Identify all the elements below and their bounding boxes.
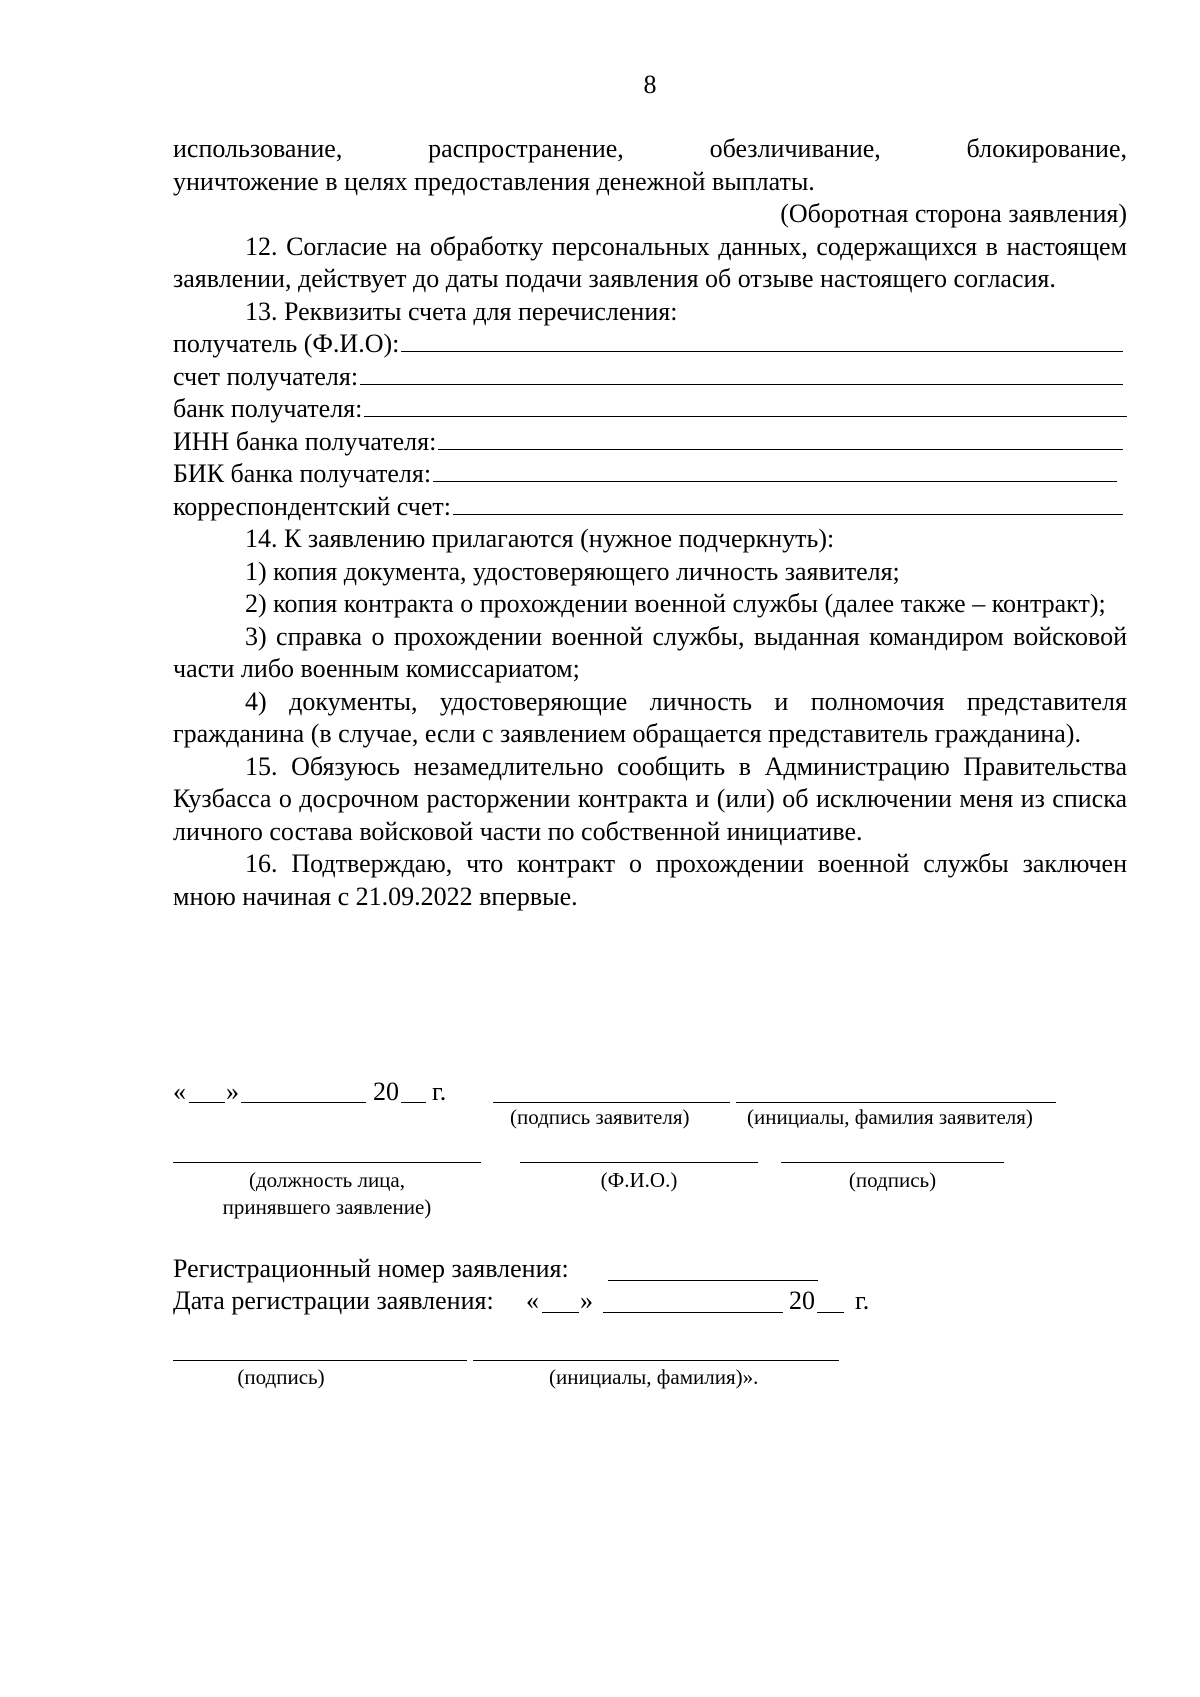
field-label: банк получателя:: [173, 394, 363, 423]
bank-inn-line[interactable]: [438, 427, 1123, 450]
applicant-name-line[interactable]: [736, 1078, 1056, 1103]
recipient-account-field[interactable]: [173, 361, 1127, 394]
attachment-2: 2) копия контракта о прохождении военной службы (далее также – контракт);: [245, 589, 1106, 618]
page-number: 8: [643, 70, 657, 99]
date-year-suffix: г.: [432, 1077, 447, 1106]
item-13-title: 13. Реквизиты счета для перечисления:: [245, 296, 678, 326]
recipient-bank-line[interactable]: [364, 394, 1127, 417]
date-quote-open: «: [173, 1077, 186, 1106]
reverse-side-note: (Оборотная сторона заявления): [780, 199, 1127, 228]
field-label: счет получателя:: [173, 361, 359, 391]
attachment-3: 3) справка о прохождении военной службы, выданная командиром войсковой части либо военным комиссариатом;: [173, 621, 1127, 683]
bank-bik-field[interactable]: [173, 458, 1127, 491]
reg-date-year-line[interactable]: [817, 1288, 844, 1313]
date-year-line[interactable]: [401, 1078, 426, 1103]
official-name-caption: (Ф.И.О.): [600, 1168, 678, 1192]
intro-line-2: уничтожение в целях предоставления денежной выплаты.: [173, 166, 815, 196]
intro-word: обезличивание,: [709, 134, 881, 163]
recipient-bank-field[interactable]: [173, 393, 1127, 426]
date-month-line[interactable]: [241, 1078, 366, 1103]
corr-account-field[interactable]: [173, 491, 1127, 524]
document-body: [173, 133, 1127, 913]
applicant-signature-caption: (подпись заявителя): [510, 1105, 690, 1129]
registrar-signature-line[interactable]: [173, 1340, 467, 1361]
field-label: корреспондентский счет:: [173, 491, 451, 521]
item-15: 15. Обязуюсь незамедлительно сообщить в Администрацию Правительства Кузбасса о досрочном расторжении контракта и (или) об исключении меня из списка личного состава войсковой части по собственной инициативе.: [173, 751, 1127, 846]
date-quote-close: »: [226, 1077, 239, 1106]
attachment-1: 1) копия документа, удостоверяющего личность заявителя;: [245, 556, 900, 586]
intro-word: распространение,: [428, 134, 624, 163]
attachment-4: 4) документы, удостоверяющие личность и полномочия представителя гражданина (в случае, если с заявлением обращается представитель гражданина).: [173, 686, 1127, 748]
item-14-title: 14. К заявлению прилагаются (нужное подчеркнуть):: [245, 524, 835, 553]
recipient-name-field[interactable]: [173, 328, 1127, 361]
registration-number-label: Регистрационный номер заявления:: [173, 1254, 569, 1283]
reg-date-quote-open: «: [526, 1286, 539, 1315]
intro-word: блокирование,: [966, 134, 1127, 163]
official-name-line[interactable]: [520, 1140, 758, 1163]
intro-line-1: [173, 133, 1127, 166]
date-day-line[interactable]: [189, 1078, 225, 1103]
registrar-signature-caption: (подпись): [237, 1365, 325, 1389]
field-label: БИК банка получателя:: [173, 459, 432, 488]
official-signature-caption: (подпись): [848, 1168, 937, 1192]
official-position-caption: [173, 1167, 481, 1221]
applicant-signature-line[interactable]: [493, 1078, 730, 1103]
bank-inn-field[interactable]: [173, 426, 1127, 459]
applicant-name-caption: (инициалы, фамилия заявителя): [747, 1105, 1033, 1129]
official-signature-line[interactable]: [781, 1140, 1004, 1163]
field-label: получатель (Ф.И.О):: [173, 329, 400, 358]
official-position-caption-line-2: принявшего заявление): [222, 1195, 432, 1219]
item-12: 12. Согласие на обработку персональных данных, содержащихся в настоящем заявлении, действует до даты подачи заявления об отзыве настоящего согласия.: [173, 231, 1127, 293]
official-position-caption-line-1: (должность лица,: [248, 1168, 405, 1192]
recipient-name-line[interactable]: [401, 329, 1123, 352]
date-year-prefix: 20: [373, 1077, 399, 1106]
reg-date-day-line[interactable]: [542, 1288, 579, 1313]
reg-date-year-suffix: г.: [855, 1286, 870, 1315]
registrar-name-line[interactable]: [473, 1340, 839, 1361]
reg-date-quote-close: »: [580, 1286, 593, 1315]
field-label: ИНН банка получателя:: [173, 426, 437, 456]
corr-account-line[interactable]: [453, 492, 1123, 515]
registration-date-label: Дата регистрации заявления:: [173, 1286, 494, 1315]
item-16: 16. Подтверждаю, что контракт о прохождении военной службы заключен мною начиная с 21.09.2022 впервые.: [173, 849, 1127, 911]
intro-word: использование,: [173, 134, 343, 163]
reg-date-year-prefix: 20: [789, 1286, 815, 1315]
bank-bik-line[interactable]: [433, 459, 1117, 482]
registrar-name-caption: (инициалы, фамилия)».: [549, 1365, 759, 1389]
reg-date-month-line[interactable]: [603, 1288, 783, 1313]
official-position-line[interactable]: [173, 1140, 481, 1163]
registration-number-line[interactable]: [608, 1256, 818, 1281]
recipient-account-line[interactable]: [360, 362, 1123, 385]
